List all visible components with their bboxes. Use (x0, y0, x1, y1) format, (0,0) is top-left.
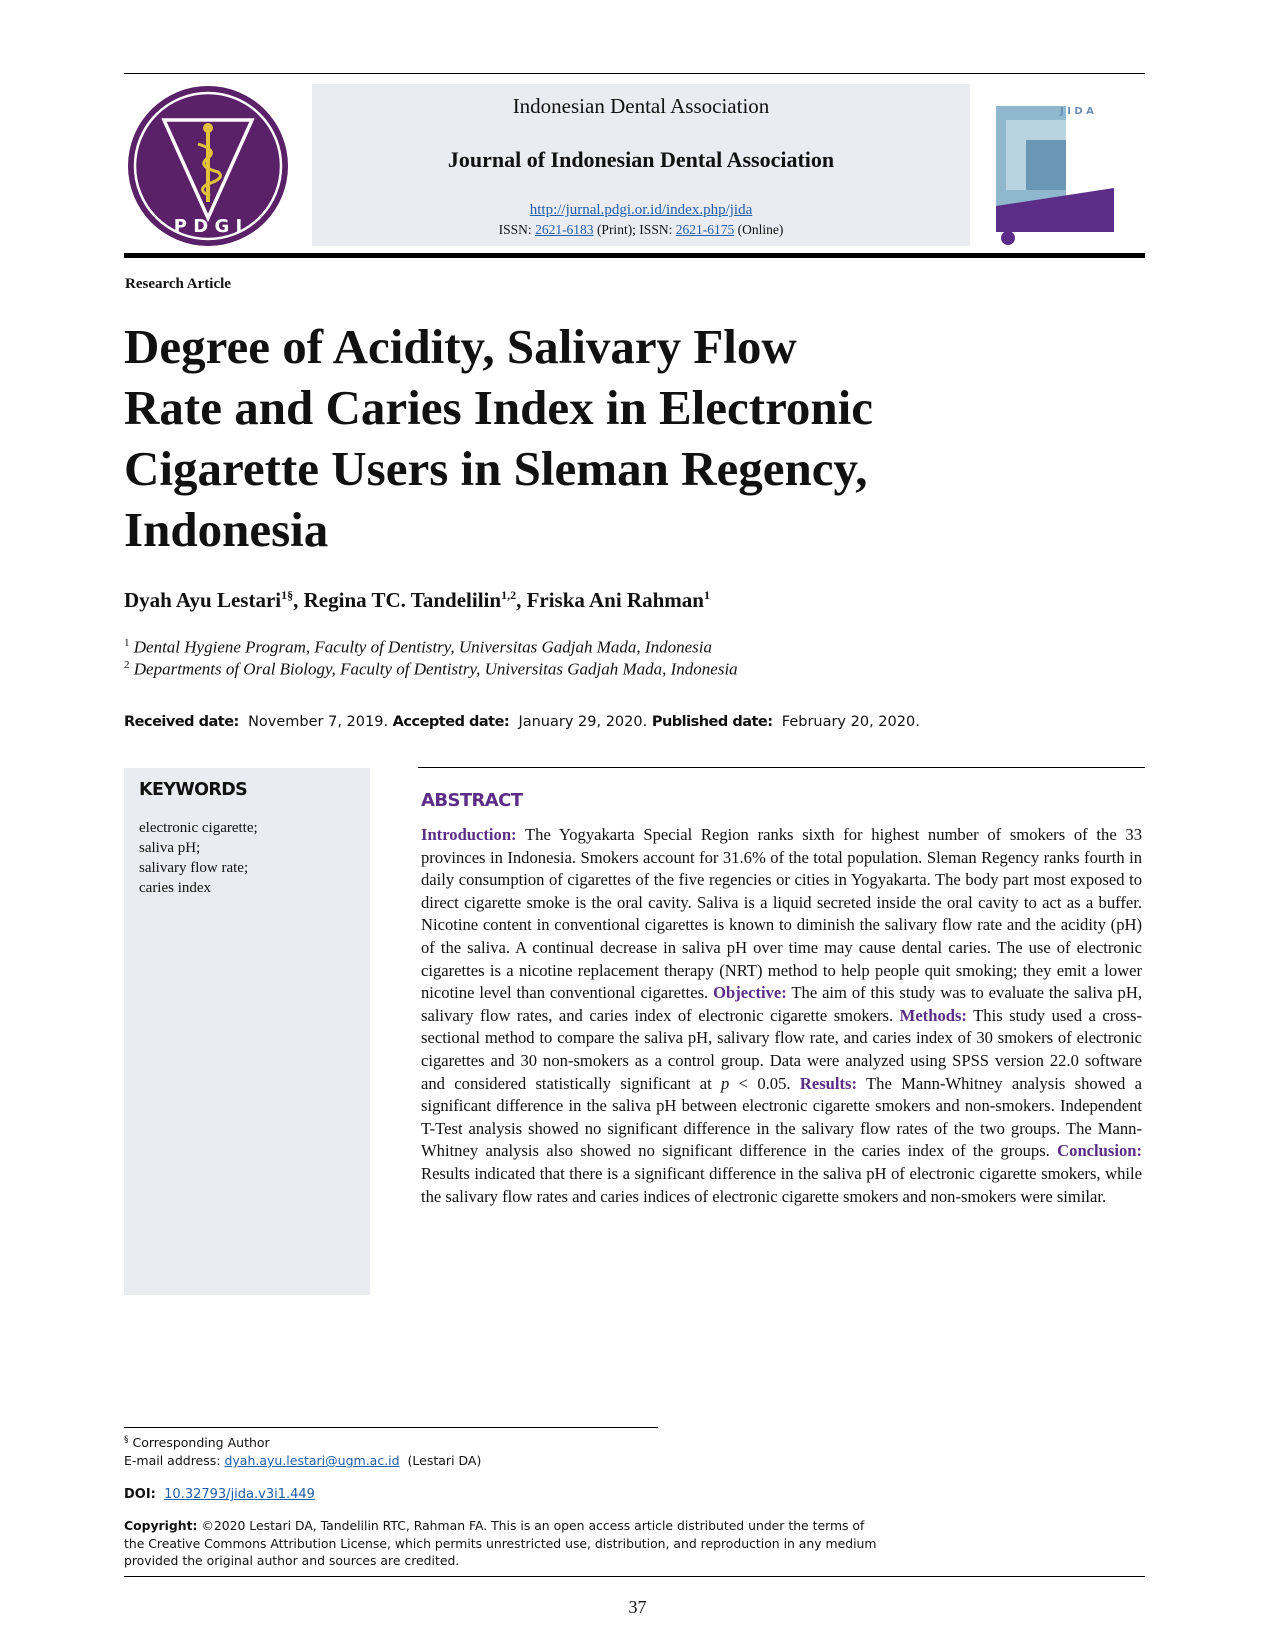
journal-cover (996, 100, 1114, 250)
pdgi-logo (126, 84, 290, 248)
abstract-heading: ABSTRACT (421, 790, 523, 811)
doi-link[interactable]: 10.32793/jida.v3i1.449 (164, 1487, 315, 1502)
article-type: Research Article (125, 276, 231, 292)
affiliation-num: 1 (124, 637, 130, 649)
author-sup: 1 (703, 588, 710, 602)
conclusion-label: Conclusion: (1057, 1141, 1143, 1161)
copyright-label: Copyright: (124, 1518, 198, 1533)
author-sup: 1§ (281, 588, 294, 602)
copyright-notice (124, 1517, 879, 1570)
corresponding-author-note (124, 1435, 270, 1450)
doi-line (124, 1487, 315, 1502)
article-title: Degree of Acidity, Salivary Flow Rate and Caries Index in Electronic Cigarette Users in Sleman Regency, Indonesia (124, 319, 874, 557)
journal-name: Journal of Indonesian Dental Association (447, 147, 835, 172)
affiliation-text: Dental Hygiene Program, Faculty of Dentistry, Universitas Gadjah Mada, Indonesia (133, 637, 712, 657)
intro-label: Introduction: (421, 825, 517, 844)
abstract-top-rule (418, 767, 1145, 768)
author-sep: , (516, 588, 527, 612)
cover-title: J I D A (1060, 106, 1094, 117)
published-label: Published date: (651, 714, 773, 730)
issn-print-suffix: (Print); ISSN: (596, 222, 673, 237)
doi-label: DOI: (124, 1487, 156, 1502)
keywords-heading: KEYWORDS (139, 780, 248, 800)
keyword-item: caries index (139, 880, 212, 896)
author-name: Dyah Ayu Lestari (124, 588, 282, 612)
keywords-list (139, 818, 258, 898)
methods-text: This study used a cross-sectional method to compare the saliva pH, salivary flow rate, and caries index of 30 smokers of electronic cigarettes and 30 non-smokers as a control group. Data were analyzed using SPSS version 22.0 software and considered statistically significant at (421, 1005, 1142, 1093)
objective-label: Objective: (713, 983, 787, 1003)
results-text: The Mann-Whitney analysis showed a significant difference in the saliva pH between electronic cigarette smokers and non-smokers. Independent T-Test analysis showed no significant difference in the salivary flow rates of the two groups. The Mann-Whitney analysis also showed no significant difference in the caries index of the groups. (421, 1073, 1143, 1161)
issn-line (312, 222, 970, 238)
journal-url-link[interactable]: http://jurnal.pdgi.or.id/index.php/jida (529, 202, 753, 218)
author-sup: 1,2 (501, 588, 517, 602)
abstract-body (421, 824, 1142, 1208)
footnote-rule (124, 1427, 658, 1428)
methods-threshold: < 0.05. (738, 1073, 791, 1093)
p-value-symbol: p (721, 1073, 730, 1093)
objective-text: The aim of this study was to evaluate the saliva pH, salivary flow rates, and caries index of electronic cigarette smokers. (421, 983, 1142, 1025)
affiliation-num: 2 (124, 659, 130, 671)
issn-prefix: ISSN: (498, 222, 532, 237)
methods-label: Methods: (899, 1005, 967, 1025)
author-name: Friska Ani Rahman (526, 588, 704, 612)
affiliation (124, 659, 738, 680)
issn-print-link[interactable]: 2621-6183 (535, 222, 594, 237)
received-label: Received date: (124, 714, 239, 730)
results-label: Results: (799, 1073, 858, 1093)
email-label: E-mail address: (124, 1453, 221, 1468)
author-name: Regina TC. Tandelilin (303, 588, 502, 612)
dates-line (124, 714, 920, 730)
author-sep: , (293, 588, 304, 612)
intro-text: The Yogyakarta Special Region ranks sixth for highest number of smokers of the 33 provinces in Indonesia. Smokers account for 31.6% of the total population. Sleman Regency ranks fourth in daily consumption of cigarettes of the five regencies or cities in Yogyakarta. The body part most exposed to direct cigarette smoke is the oral cavity. Saliva is a liquid secreted inside the oral cavity to act as a buffer. Nicotine content in conventional cigarettes is known to diminish the salivary flow rate and the acidity (pH) of the saliva. A continual decrease in saliva pH over time may cause dental caries. The use of electronic cigarettes is a nicotine replacement therapy (NRT) method to help people quit smoking; they emit a lower nicotine level than conventional cigarettes. (421, 825, 1142, 1003)
email-link[interactable]: dyah.ayu.lestari@ugm.ac.id (224, 1453, 400, 1468)
footer-bottom-rule (124, 1576, 1145, 1577)
email-suffix: (Lestari DA) (407, 1453, 482, 1468)
keyword-item: saliva pH; (139, 840, 201, 856)
affiliation (124, 637, 712, 658)
received-date: November 7, 2019. (248, 714, 389, 730)
header-bottom-rule (124, 253, 1145, 258)
association-name: Indonesian Dental Association (512, 94, 770, 118)
issn-online-suffix: (Online) (737, 222, 784, 237)
email-line (124, 1453, 481, 1468)
logo-text: P D G I (173, 216, 243, 237)
page-number: 37 (628, 1597, 647, 1617)
keyword-item: salivary flow rate; (139, 860, 249, 876)
corresponding-label: Corresponding Author (132, 1435, 270, 1451)
affiliation-text: Departments of Oral Biology, Faculty of Dentistry, Universitas Gadjah Mada, Indonesia (133, 659, 738, 679)
conclusion-text: Results indicated that there is a significant difference in the saliva pH of electronic cigarette smokers, while the salivary flow rates and caries indices of electronic cigarette smokers and non-smokers were similar. (421, 1163, 1142, 1206)
issn-online-link[interactable]: 2621-6175 (675, 222, 735, 237)
published-date: February 20, 2020. (781, 714, 920, 730)
corresponding-symbol: § (124, 1435, 129, 1445)
copyright-text: ©2020 Lestari DA, Tandelilin RTC, Rahman FA. This is an open access article distributed under the terms of the Creative Commons Attribution License, which permits unrestricted use, distribution, and reproduction in any medium provided the original author and sources are credited. (124, 1518, 877, 1568)
author-list (124, 588, 710, 613)
keyword-item: electronic cigarette; (139, 820, 258, 836)
accepted-date: January 29, 2020. (518, 714, 648, 730)
accepted-label: Accepted date: (392, 714, 510, 730)
header-top-rule (124, 73, 1145, 74)
